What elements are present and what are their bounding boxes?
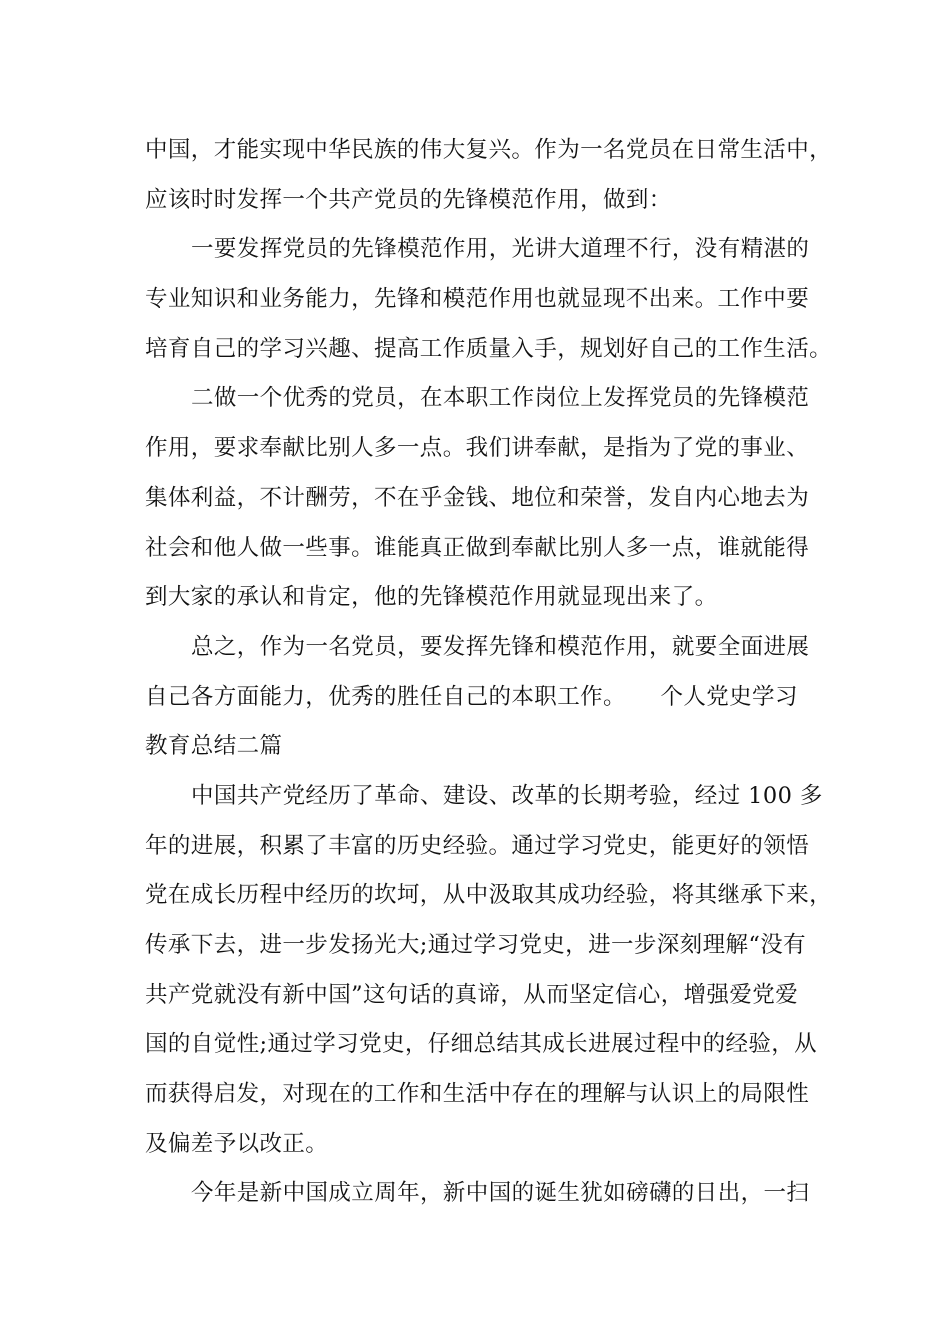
text-line: 及偏差予以改正。 <box>145 1130 329 1157</box>
document-body <box>145 126 833 1219</box>
text-line: 共产党就没有新中国”这句话的真谛，从而坚定信心，增强爱党爱 <box>145 981 799 1008</box>
text-line: 党在成长历程中经历的坎坷，从中汲取其成功经验，将其继承下来， <box>145 882 833 909</box>
paragraph-start-line: 总之，作为一名党员，要发挥先锋和模范作用，就要全面进展 <box>191 633 810 660</box>
text-line: 集体利益，不计酬劳，不在乎金钱、地位和荣誉，发自内心地去为 <box>145 484 810 511</box>
paragraph-start-line: 一要发挥党员的先锋模范作用，光讲大道理不行，没有精湛的 <box>191 236 810 263</box>
text-line: 专业知识和业务能力，先锋和模范作用也就显现不出来。工作中要 <box>145 286 810 313</box>
text-line: 社会和他人做一些事。谁能真正做到奉献比别人多一点，谁就能得 <box>145 534 810 561</box>
text-line: 而获得启发，对现在的工作和生活中存在的理解与认识上的局限性 <box>145 1081 810 1108</box>
text-line: 传承下去，进一步发扬光大;通过学习党史，进一步深刻理解“没有 <box>145 932 807 958</box>
paragraph-start-line: 二做一个优秀的党员，在本职工作岗位上发挥党员的先锋模范 <box>191 385 810 412</box>
paragraph-start-line: 中国共产党经历了革命、建设、改革的长期考验，经过 100 多 <box>191 782 823 809</box>
text-line: 到大家的承认和肯定，他的先锋模范作用就显现出来了。 <box>145 584 718 611</box>
text-line: 中国，才能实现中华民族的伟大复兴。作为一名党员在日常生活中， <box>145 137 833 163</box>
section-title-line: 教育总结二篇 <box>145 733 283 760</box>
text-line: 国的自觉性;通过学习党史，仔细总结其成长进展过程中的经验，从 <box>145 1031 818 1058</box>
text-line: 培育自己的学习兴趣、提高工作质量入手，规划好自己的工作生活。 <box>145 335 833 362</box>
text-line: 应该时时发挥一个共产党员的先锋模范作用，做到： <box>145 186 672 213</box>
text-line: 年的进展，积累了丰富的历史经验。通过学习党史，能更好的领悟 <box>145 832 810 859</box>
paragraph-start-line: 今年是新中国成立周年，新中国的诞生犹如磅礴的日出，一扫 <box>191 1180 810 1207</box>
text-line: 自己各方面能力，优秀的胜任自己的本职工作。 个人党史学习 <box>145 683 798 710</box>
text-line: 作用，要求奉献比别人多一点。我们讲奉献，是指为了党的事业、 <box>145 435 810 462</box>
